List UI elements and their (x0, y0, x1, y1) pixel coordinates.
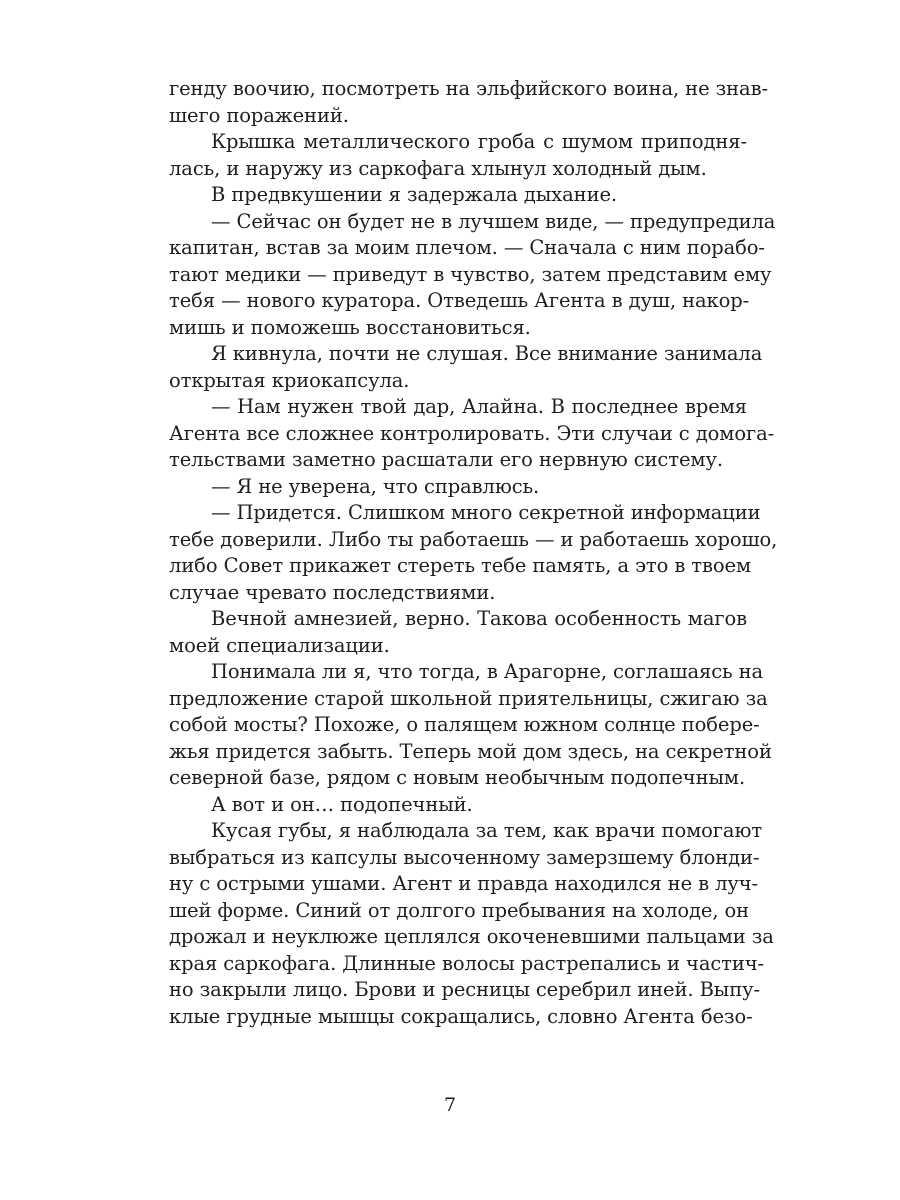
text-line: собой мосты? Похоже, о палящем южном солнце побере- (169, 713, 760, 736)
text-line: Вечной амнезией, верно. Такова особенность магов (211, 607, 747, 630)
text-line: Я кивнула, почти не слушая. Все внимание занимала (211, 342, 763, 365)
text-line: жья придется забыть. Теперь мой дом здесь, на секретной (169, 739, 772, 763)
text-line: случае чревато последствиями. (169, 580, 496, 604)
text-line: тают медики — приведут в чувство, затем представим ему (169, 262, 772, 286)
text-line: В предвкушении я задержала дыхание. (211, 183, 618, 206)
text-line: тебя — нового куратора. Отведешь Агента в душ, накор- (169, 289, 750, 312)
text-line: края саркофага. Длинные волосы растрепались и частич- (169, 951, 765, 975)
text-line: капитан, встав за моим плечом. — Сначала с ним порабо- (169, 236, 765, 259)
text-line: — Сейчас он будет не в лучшем виде, — предупредила (211, 209, 776, 233)
text-line: открытая криокапсула. (169, 368, 410, 392)
body-text (169, 76, 778, 1030)
text-line: предложение старой школьной приятельницы, сжигаю за (169, 686, 768, 710)
text-line: — Я не уверена, что справлюсь. (211, 474, 540, 498)
text-line: мишь и поможешь восстановиться. (169, 315, 531, 339)
text-line: моей специализации. (169, 633, 390, 657)
text-line: северной базе, рядом с новым необычным подопечным. (169, 766, 746, 789)
text-line: дрожал и неуклюже цеплялся окоченевшими пальцами за (169, 925, 774, 948)
text-line: — Нам нужен твой дар, Алайна. В последнее время (211, 395, 747, 418)
text-line: А вот и он… подопечный. (211, 792, 473, 816)
text-line: тельствами заметно расшатали его нервную систему. (169, 448, 723, 471)
page-number: 7 (443, 1094, 457, 1116)
text-line: Понимала ли я, что тогда, в Арагорне, соглашаясь на (211, 660, 764, 683)
text-line: — Придется. Слишком много секретной информации (211, 501, 761, 524)
text-line: Кусая губы, я наблюдала за тем, как врачи помогают (211, 819, 763, 842)
text-line: клые грудные мышцы сокращались, словно Агента безо- (169, 1004, 753, 1028)
text-line: Агента все сложнее контролировать. Эти случаи с домога- (169, 421, 775, 445)
text-line: лась, и наружу из саркофага хлынул холодный дым. (169, 156, 707, 180)
text-line: выбраться из капсулы высоченному замерзшему блонди- (169, 845, 760, 869)
text-line: либо Совет прикажет стереть тебе память, а это в твоем (169, 554, 752, 577)
text-line: Крышка металлического гроба с шумом приподня- (211, 130, 747, 153)
text-line: шей форме. Синий от долгого пребывания на холоде, он (169, 898, 750, 922)
text-line: но закрыли лицо. Брови и ресницы серебрил иней. Выпу- (169, 978, 760, 1001)
text-line: шего поражений. (169, 103, 349, 127)
text-line: ну с острыми ушами. Агент и правда находился не в луч- (169, 872, 759, 895)
text-line: генду воочию, посмотреть на эльфийского воина, не знав- (169, 77, 768, 100)
text-line: тебе доверили. Либо ты работаешь — и работаешь хорошо, (169, 527, 778, 551)
